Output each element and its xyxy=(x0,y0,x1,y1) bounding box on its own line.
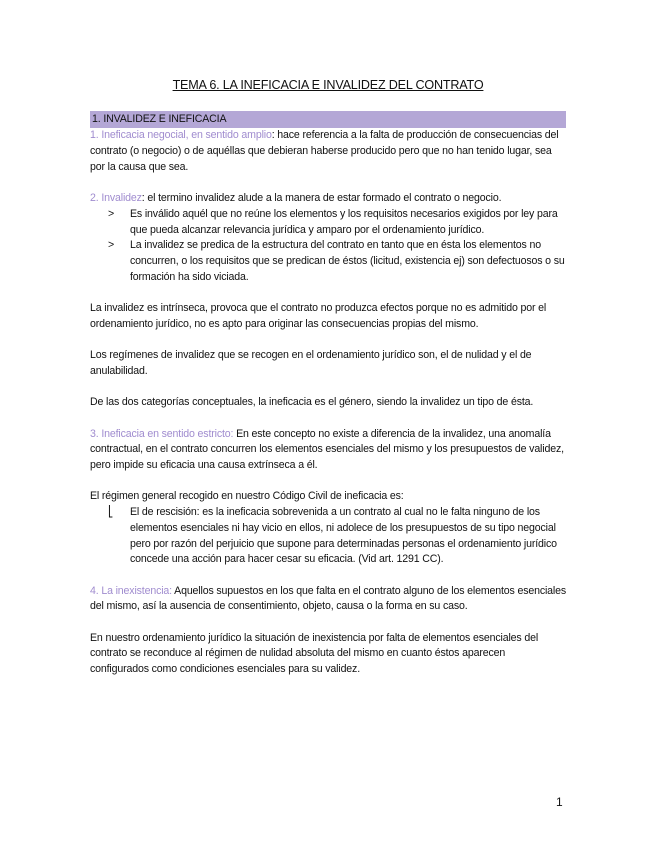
section-heading: 1. INVALIDEZ E INEFICACIA xyxy=(90,111,566,129)
document-body xyxy=(90,78,566,678)
paragraph-closing: En nuestro ordenamiento jurídico la situación de inexistencia por falta de elementos esenciales del contrato se reconduce al régimen de nulidad absoluta del mismo en cuanto éstos aparecen configurados como condiciones esenciales para su validez. xyxy=(90,631,539,676)
bullet-marker: ⎣ xyxy=(108,506,114,519)
paragraph-regime-intro: El régimen general recogido en nuestro Código Civil de ineficacia es: xyxy=(90,490,404,503)
document-title: TEMA 6. LA INEFICACIA E INVALIDEZ DEL CONTRATO xyxy=(172,78,484,92)
term-label: 1. Ineficacia negocial, en sentido amplio xyxy=(90,129,272,142)
paragraph: Los regímenes de invalidez que se recogen en el ordenamiento jurídico son, el de nulidad y el de anulabilidad. xyxy=(90,349,532,377)
invalidez-bullet-list xyxy=(90,207,566,286)
regime-bullet-list xyxy=(90,505,566,568)
page-number: 1 xyxy=(556,795,563,809)
paragraph-ineficacia-estricta xyxy=(90,427,566,474)
bullet-marker: > xyxy=(108,239,115,252)
list-item xyxy=(90,238,566,285)
paragraph-text: Aquellos supuestos en los que falta en el contrato alguno de los elementos esenciales del mismo, así la ausencia de consentimiento, objeto, causa o la forma en su caso. xyxy=(90,584,567,613)
term-label: 2. Invalidez xyxy=(90,192,142,205)
bullet-marker: > xyxy=(108,207,115,220)
list-item-text: La invalidez se predica de la estructura del contrato en tanto que en ésta los elementos no concurren, o los requisitos que se predican de éstos (licitud, existencia ej) son defectuosos o su formación ha sido viciada. xyxy=(130,239,565,283)
list-item-text: Es inválido aquél que no reúne los elementos y los requisitos necesarios exigidos por ley para que pueda alcanzar relevancia jurídica y amparo por el ordenamiento jurídico. xyxy=(130,207,558,236)
term-label: 4. La inexistencia: xyxy=(90,584,172,597)
paragraph-invalidez xyxy=(90,191,566,207)
paragraph: De las dos categorías conceptuales, la ineficacia es el género, siendo la invalidez un tipo de ésta. xyxy=(90,396,534,409)
paragraph-ineficacia-negocial xyxy=(90,128,566,175)
paragraph-text: : hace referencia a la falta de producción de consecuencias del contrato (o negocio) o de aquéllas que debieran haberse producido pero que no han tenido lugar, sea por la causa que sea. xyxy=(90,129,559,173)
list-item xyxy=(90,505,566,568)
paragraph-text: : el termino invalidez alude a la manera de estar formado el contrato o negocio. xyxy=(141,192,502,205)
paragraph-text: En este concepto no existe a diferencia de la invalidez, una anomalía contractual, en el contrato concurren los elementos esenciales del mismo y los presupuestos de validez, pero impide su eficacia una causa extrínseca a él. xyxy=(90,427,564,472)
paragraph-inexistencia xyxy=(90,584,566,615)
list-item-text: El de rescisión: es la ineficacia sobrevenida a un contrato al cual no le falta ninguno de los elementos esenciales ni hay vicio en ellos, ni adolece de los presupuestos de su tipo negocial pero por razón del perjuicio que supone para determinadas personas el ordenamiento jurídico concede una acción para hacer cesar su eficacia. (Vid art. 1291 CC). xyxy=(130,506,557,566)
paragraph: La invalidez es intrínseca, provoca que el contrato no produzca efectos porque no es admitido por el ordenamiento jurídico, no es apto para originar las consecuencias propias del mismo. xyxy=(90,302,547,330)
term-label: 3. Ineficacia en sentido estricto: xyxy=(90,427,234,440)
list-item xyxy=(90,207,566,238)
